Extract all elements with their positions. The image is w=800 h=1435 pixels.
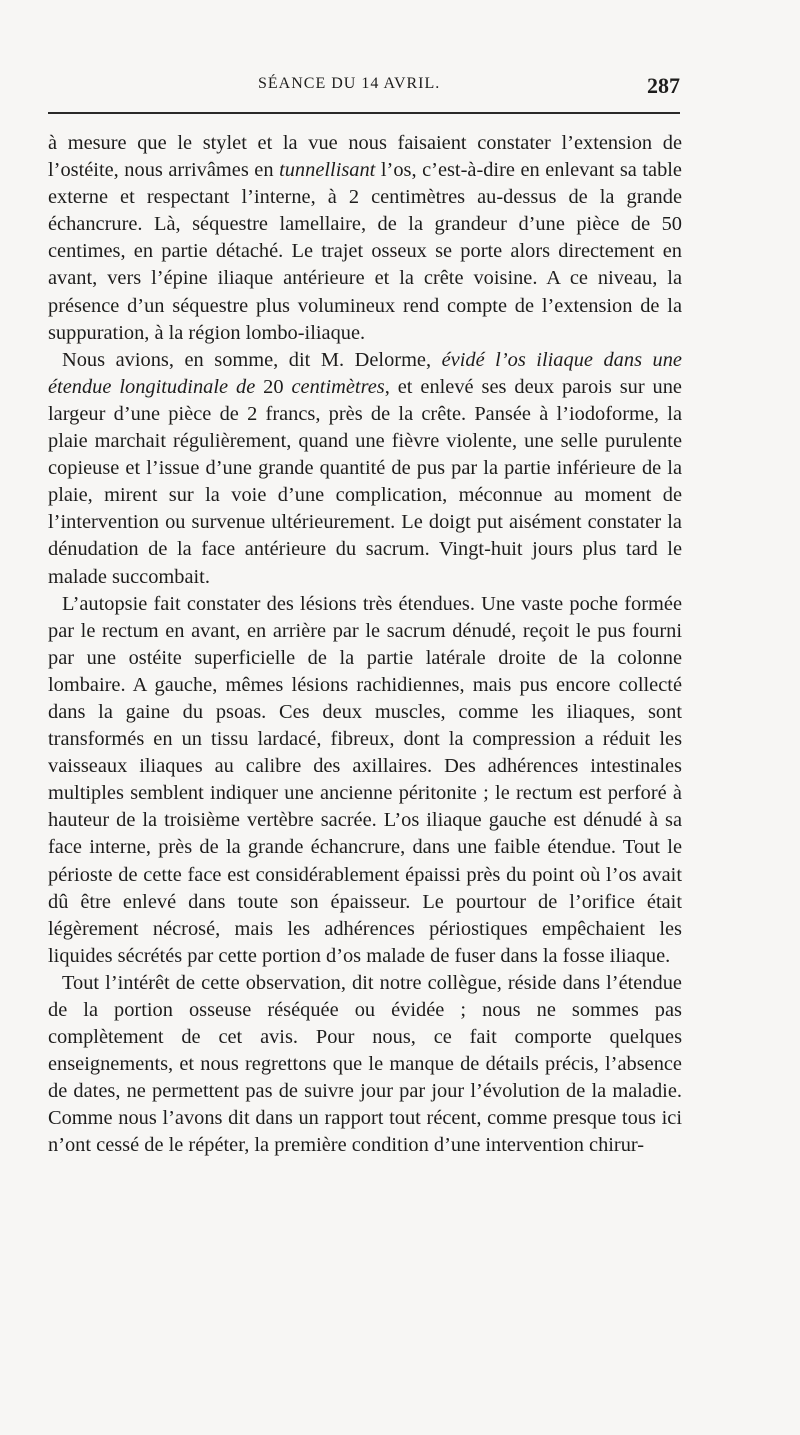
page-number: 287 bbox=[647, 73, 680, 98]
paragraph bbox=[48, 970, 682, 1160]
header-rule bbox=[48, 112, 680, 114]
italic-segment: évidé l’os iliaque dans une étendue longitudinale de bbox=[48, 348, 682, 398]
text-segment: à mesure que le stylet et la vue nous faisaient constater l’extension de l’ostéite, nous arrivâmes en bbox=[48, 132, 682, 182]
text-segment: , et enlevé ses deux parois sur une largeur d’une pièce de 2 francs, près de la crête. Pansée à l’iodoforme, la plaie marchait régulièrement, quand une fièvre violente, une selle purulente copieuse et l’issue d’une grande quantité de pus par la partie inférieure de la plaie, mirent sur la voie d’une complication, méconnue au moment de l’intervention ou survenue ultérieurement. Le doigt put aisément constater la dénudation de la face antérieure du sacrum. Vingt-huit jours plus tard le malade succombait. bbox=[48, 375, 682, 588]
paragraph bbox=[48, 347, 682, 591]
text-segment: l’os, c’est-à-dire en enlevant sa table externe et respectant l’interne, à 2 centimètres au-dessus de la grande échancrure. Là, séquestre lamellaire, de la grandeur d’une pièce de 50 centimes, en partie détaché. Le trajet osseux se porte alors directement en avant, vers l’épine iliaque antérieure et la crête voisine. A ce niveau, la présence d’un séquestre plus volumineux rend compte de l’extension de la suppuration, à la région lombo-iliaque. bbox=[48, 159, 682, 344]
italic-segment: tunnellisant bbox=[279, 159, 376, 182]
paragraph bbox=[48, 130, 682, 347]
running-title: SÉANCE DU 14 AVRIL. bbox=[258, 75, 441, 92]
text-segment: 20 bbox=[255, 375, 292, 398]
text-segment: L’autopsie fait constater des lésions très étendues. Une vaste poche formée par le rectum en avant, en arrière par le sacrum dénudé, reçoit le pus fourni par une ostéite superficielle de la partie latérale droite de la colonne lombaire. A gauche, mêmes lésions rachidiennes, mais pus encore collecté dans la gaine du psoas. Ces deux muscles, comme les iliaques, sont transformés en un tissu lardacé, fibreux, dont la compression a réduit les vaisseaux iliaques au calibre des axillaires. Des adhérences intestinales multiples semblent indiquer une ancienne péritonite ; le rectum est perforé à hauteur de la troisième vertèbre sacrée. L’os iliaque gauche est dénudé à sa face interne, près de la grande échancrure, dans une faible étendue. Tout le périoste de cette face est considérablement épaissi près du point où l’os avait dû être enlevé dans toute son épaisseur. Le pourtour de l’orifice était légèrement nécrosé, mais les adhérences périostiques empêchaient les liquides sécrétés par cette portion d’os malade de fuser dans la fosse iliaque. bbox=[48, 592, 682, 967]
paragraph bbox=[48, 591, 682, 970]
body-text bbox=[48, 130, 682, 1160]
page-header bbox=[48, 75, 680, 103]
text-segment: Tout l’intérêt de cette observation, dit notre collègue, réside dans l’étendue de la portion osseuse réséquée ou évidée ; nous ne sommes pas complètement de cet avis. Pour nous, ce fait comporte quelques enseignements, et nous regrettons que le manque de détails précis, l’absence de dates, ne permettent pas de suivre jour par jour l’évolution de la maladie. Comme nous l’avons dit dans un rapport tout récent, comme presque tous ici n’ont cessé de le répéter, la première condition d’une intervention chirur- bbox=[48, 971, 682, 1157]
italic-segment: centimètres bbox=[291, 375, 385, 398]
text-segment: Nous avions, en somme, dit M. Delorme, bbox=[62, 348, 442, 371]
